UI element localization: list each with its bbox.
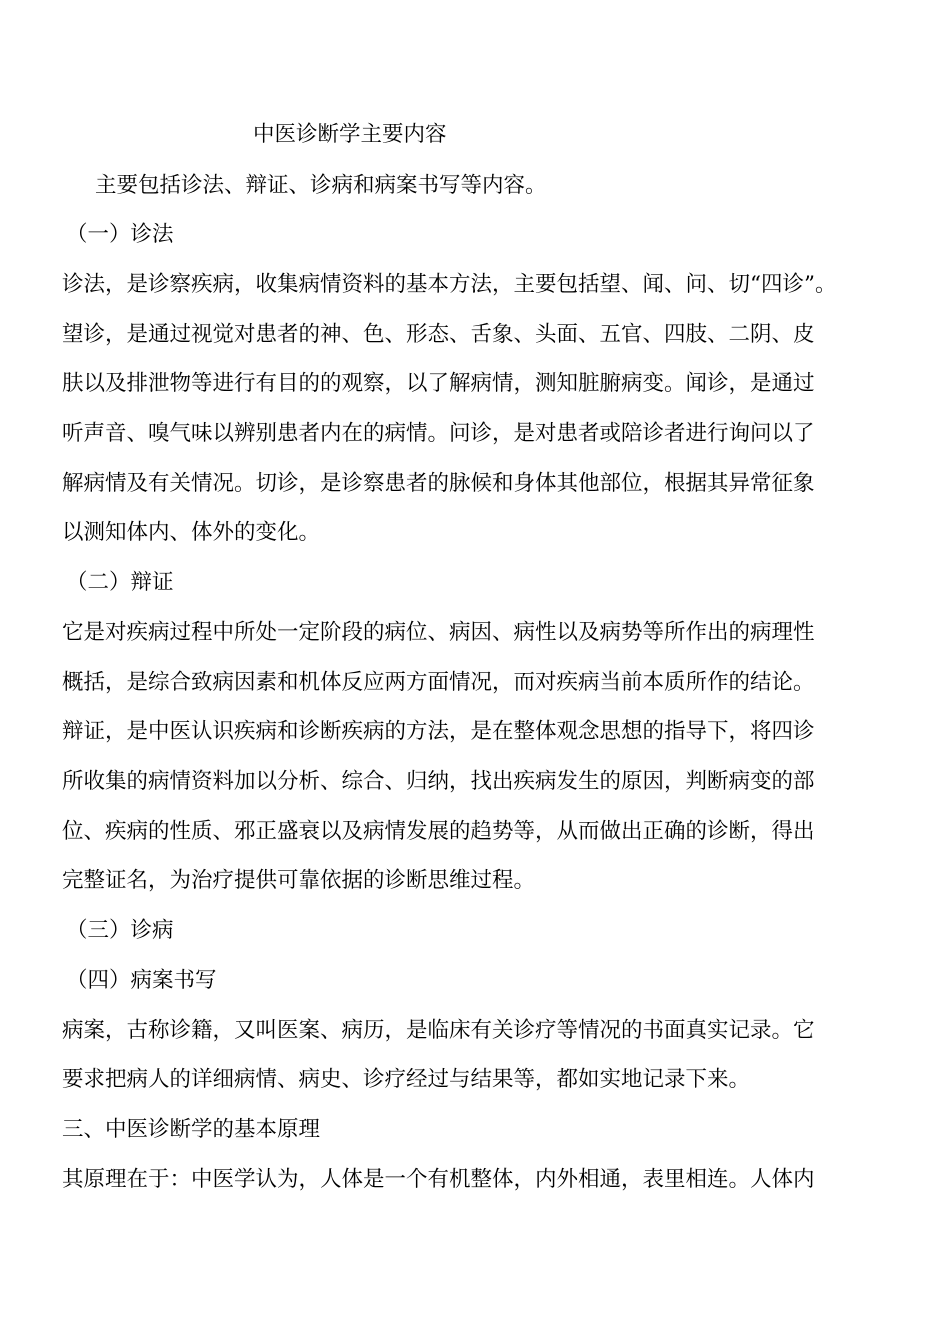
section-heading-syndrome-differentiation: （二）辩证 [66, 570, 174, 595]
body-line: 要求把病人的详细病情、病史、诊疗经过与结果等，都如实地记录下来。 [62, 1067, 751, 1092]
intro-paragraph: 主要包括诊法、辩证、诊病和病案书写等内容。 [95, 173, 547, 198]
body-line: 诊法，是诊察疾病，收集病情资料的基本方法，主要包括望、闻、问、切“四诊”。 [62, 272, 837, 297]
body-line: 望诊，是通过视觉对患者的神、色、形态、舌象、头面、五官、四肢、二阴、皮 [62, 322, 815, 347]
section-heading-medical-records: （四）病案书写 [66, 968, 217, 993]
body-line: 以测知体内、体外的变化。 [62, 520, 321, 545]
body-line: 解病情及有关情况。切诊，是诊察患者的脉候和身体其他部位，根据其异常征象 [62, 471, 815, 496]
body-line: 它是对疾病过程中所处一定阶段的病位、病因、病性以及病势等所作出的病理性 [62, 620, 815, 645]
part-heading-basic-principles: 三、中医诊断学的基本原理 [62, 1117, 321, 1142]
body-line: 听声音、嗅气味以辨别患者内在的病情。问诊，是对患者或陪诊者进行询问以了 [62, 421, 815, 446]
body-line: 所收集的病情资料加以分析、综合、归纳，找出疾病发生的原因，判断病变的部 [62, 769, 815, 794]
body-line: 概括，是综合致病因素和机体反应两方面情况，而对疾病当前本质所作的结论。 [62, 670, 815, 695]
section-heading-disease-diagnosis: （三）诊病 [66, 918, 174, 943]
body-line: 完整证名，为治疗提供可靠依据的诊断思维过程。 [62, 868, 536, 893]
body-line: 位、疾病的性质、邪正盛衰以及病情发展的趋势等，从而做出正确的诊断，得出 [62, 819, 815, 844]
section-heading-diagnostic-methods: （一）诊法 [66, 222, 174, 247]
document-title: 中医诊断学主要内容 [253, 122, 447, 147]
body-line: 病案，古称诊籍，又叫医案、病历，是临床有关诊疗等情况的书面真实记录。它 [62, 1018, 815, 1043]
body-line: 其原理在于：中医学认为，人体是一个有机整体，内外相通，表里相连。人体内 [62, 1167, 815, 1192]
body-line: 辩证，是中医认识疾病和诊断疾病的方法，是在整体观念思想的指导下，将四诊 [62, 719, 815, 744]
body-line: 肤以及排泄物等进行有目的的观察，以了解病情，测知脏腑病变。闻诊，是通过 [62, 371, 815, 396]
